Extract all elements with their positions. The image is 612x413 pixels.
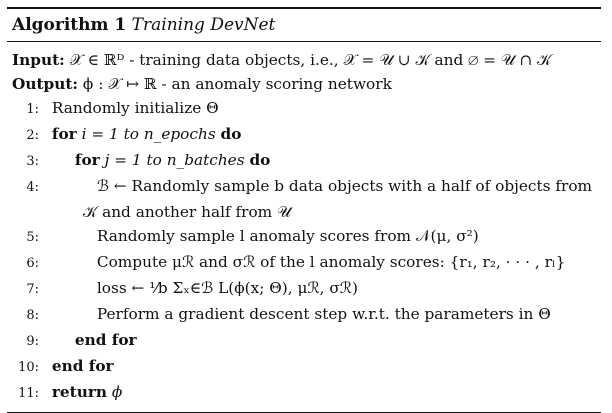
- algorithm-line-8: [7, 302, 601, 328]
- for-keyword: for: [74, 151, 100, 169]
- output-line: [7, 72, 601, 96]
- algorithm-line-10: [7, 354, 601, 380]
- algorithm-line-6: [7, 250, 601, 276]
- algorithm-line-3: [7, 148, 601, 174]
- algorithm-block: [7, 7, 601, 413]
- input-label: Input:: [12, 51, 65, 69]
- output-label: Output:: [12, 75, 79, 93]
- input-text: 𝒳 ∈ ℝᴰ - training data objects, i.e., 𝒳 = 𝒰 ∪ 𝒦 and ∅ = 𝒰 ∩ 𝒦: [69, 51, 552, 69]
- return-value: ϕ: [111, 383, 123, 401]
- line-text: Randomly sample l anomaly scores from 𝒩(μ, σ²): [96, 227, 479, 245]
- return-keyword: return: [51, 383, 108, 401]
- for-keyword: for: [51, 125, 77, 143]
- line-text: Compute μℛ and σℛ of the l anomaly scores: {r₁, r₂, · · · , rₗ}: [96, 253, 566, 271]
- line-number: 2:: [26, 128, 39, 143]
- line-text-continued: 𝒦 and another half from 𝒰: [83, 203, 291, 221]
- algorithm-number: Algorithm 1: [12, 15, 127, 35]
- line-number: 6:: [26, 256, 39, 271]
- line-number: 9:: [26, 334, 39, 349]
- line-number: 11:: [18, 386, 39, 401]
- algorithm-line-4-continuation: [7, 200, 601, 224]
- algorithm-line-9: [7, 328, 601, 354]
- line-number: 3:: [26, 154, 39, 169]
- loop-range: i = 1 to n_epochs: [81, 125, 216, 143]
- line-number: 1:: [26, 102, 39, 117]
- line-text: loss ← ¹⁄b Σₓ∈ℬ L(ϕ(x; Θ), μℛ, σℛ): [96, 279, 358, 297]
- line-number: 7:: [26, 282, 39, 297]
- algorithm-line-7: [7, 276, 601, 302]
- do-keyword: do: [249, 151, 271, 169]
- algorithm-body: [7, 42, 601, 412]
- do-keyword: do: [220, 125, 242, 143]
- end-for-keyword: end for: [74, 331, 137, 349]
- algorithm-title: [7, 9, 601, 41]
- input-line: [7, 48, 601, 72]
- line-number: 10:: [18, 360, 39, 375]
- line-number: 4:: [26, 180, 39, 195]
- algorithm-line-2: [7, 122, 601, 148]
- line-text: ℬ ← Randomly sample b data objects with a half of objects from: [96, 177, 593, 195]
- algorithm-line-4: [7, 174, 601, 200]
- output-text: ϕ : 𝒳 ↦ ℝ - an anomaly scoring network: [82, 75, 392, 93]
- loop-range: j = 1 to n_batches: [104, 151, 245, 169]
- end-for-keyword: end for: [51, 357, 114, 375]
- line-text: Perform a gradient descent step w.r.t. the parameters in Θ: [96, 305, 551, 323]
- line-number: 8:: [26, 308, 39, 323]
- algorithm-line-5: [7, 224, 601, 250]
- line-text: Randomly initialize Θ: [51, 99, 219, 117]
- line-number: 5:: [26, 230, 39, 245]
- algorithm-name: Training DevNet: [131, 15, 276, 35]
- algorithm-line-11: [7, 380, 601, 406]
- algorithm-line-1: [7, 96, 601, 122]
